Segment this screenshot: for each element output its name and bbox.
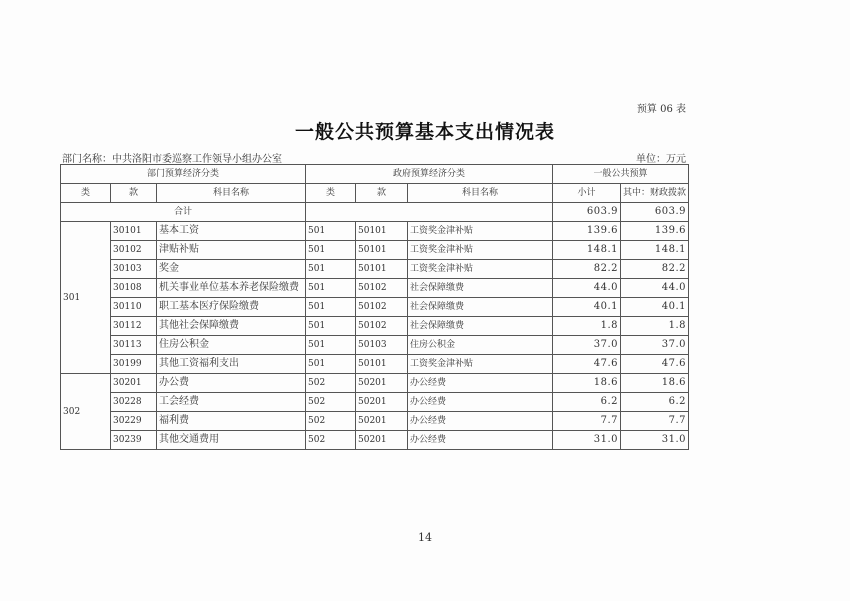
table-row: [61, 412, 689, 431]
gov-kuan-cell: 50101: [356, 355, 408, 374]
fiscal-cell: 6.2: [621, 393, 689, 412]
subtotal-cell: 18.6: [553, 374, 621, 393]
item-name-cell: 福利费: [157, 412, 306, 431]
subtotal-cell: 31.0: [553, 431, 621, 450]
kuan-cell: 30113: [111, 336, 157, 355]
header-name: 科目名称: [157, 184, 306, 203]
table-row: [61, 393, 689, 412]
subtotal-cell: 40.1: [553, 298, 621, 317]
header-gov-kuan: 款: [356, 184, 408, 203]
item-name-cell: 基本工资: [157, 222, 306, 241]
item-name-cell: 奖金: [157, 260, 306, 279]
header-budget: 一般公共预算: [553, 165, 689, 184]
gov-kuan-cell: 50201: [356, 412, 408, 431]
gov-kuan-cell: 50103: [356, 336, 408, 355]
subtotal-cell: 47.6: [553, 355, 621, 374]
kuan-cell: 30112: [111, 317, 157, 336]
header-dept-class: 部门预算经济分类: [61, 165, 306, 184]
gov-name-cell: 办公经费: [408, 412, 553, 431]
header-gov-lei: 类: [306, 184, 356, 203]
department-label: 部门名称：中共洛阳市委巡察工作领导小组办公室: [62, 154, 282, 165]
fiscal-cell: 47.6: [621, 355, 689, 374]
budget-table: [60, 164, 689, 450]
kuan-cell: 30229: [111, 412, 157, 431]
gov-lei-cell: 501: [306, 222, 356, 241]
header-lei: 类: [61, 184, 111, 203]
header-kuan: 款: [111, 184, 157, 203]
table-row: [61, 298, 689, 317]
kuan-cell: 30201: [111, 374, 157, 393]
gov-lei-cell: 502: [306, 412, 356, 431]
kuan-cell: 30239: [111, 431, 157, 450]
gov-kuan-cell: 50201: [356, 431, 408, 450]
gov-name-cell: 办公经费: [408, 374, 553, 393]
gov-lei-cell: 501: [306, 260, 356, 279]
page-number: 14: [418, 531, 432, 544]
table-row: [61, 317, 689, 336]
item-name-cell: 工会经费: [157, 393, 306, 412]
gov-name-cell: 工资奖金津补贴: [408, 241, 553, 260]
item-name-cell: 其他工资福利支出: [157, 355, 306, 374]
subtotal-cell: 1.8: [553, 317, 621, 336]
table-row: [61, 374, 689, 393]
header-column-row: [61, 184, 689, 203]
gov-kuan-cell: 50102: [356, 298, 408, 317]
table-row: [61, 279, 689, 298]
gov-name-cell: 办公经费: [408, 393, 553, 412]
gov-name-cell: 工资奖金津补贴: [408, 222, 553, 241]
subtotal-cell: 44.0: [553, 279, 621, 298]
kuan-cell: 30103: [111, 260, 157, 279]
table-row: [61, 260, 689, 279]
fiscal-cell: 7.7: [621, 412, 689, 431]
gov-kuan-cell: 50101: [356, 222, 408, 241]
total-label: 合计: [61, 203, 306, 222]
fiscal-cell: 37.0: [621, 336, 689, 355]
kuan-cell: 30228: [111, 393, 157, 412]
fiscal-cell: 44.0: [621, 279, 689, 298]
subtotal-cell: 6.2: [553, 393, 621, 412]
item-name-cell: 职工基本医疗保险缴费: [157, 298, 306, 317]
item-name-cell: 津贴补贴: [157, 241, 306, 260]
gov-name-cell: 办公经费: [408, 431, 553, 450]
gov-name-cell: 工资奖金津补贴: [408, 260, 553, 279]
kuan-cell: 30199: [111, 355, 157, 374]
lei-cell: 302: [61, 374, 111, 450]
fiscal-cell: 139.6: [621, 222, 689, 241]
subtotal-cell: 82.2: [553, 260, 621, 279]
header-fiscal: 其中：财政拨款: [621, 184, 689, 203]
table-row: [61, 241, 689, 260]
total-fiscal: 603.9: [621, 203, 689, 222]
item-name-cell: 机关事业单位基本养老保险缴费: [157, 279, 306, 298]
total-spacer: [306, 203, 553, 222]
gov-kuan-cell: 50101: [356, 260, 408, 279]
header-subtotal: 小计: [553, 184, 621, 203]
subtotal-cell: 7.7: [553, 412, 621, 431]
gov-lei-cell: 501: [306, 336, 356, 355]
lei-cell: 301: [61, 222, 111, 374]
gov-name-cell: 社会保障缴费: [408, 279, 553, 298]
gov-lei-cell: 502: [306, 374, 356, 393]
table-row: [61, 431, 689, 450]
total-row: [61, 203, 689, 222]
gov-kuan-cell: 50201: [356, 374, 408, 393]
total-subtotal: 603.9: [553, 203, 621, 222]
kuan-cell: 30101: [111, 222, 157, 241]
item-name-cell: 其他社会保障缴费: [157, 317, 306, 336]
header-group-row: [61, 165, 689, 184]
gov-lei-cell: 501: [306, 241, 356, 260]
kuan-cell: 30108: [111, 279, 157, 298]
gov-kuan-cell: 50101: [356, 241, 408, 260]
header-gov-class: 政府预算经济分类: [306, 165, 553, 184]
fiscal-cell: 82.2: [621, 260, 689, 279]
gov-lei-cell: 501: [306, 317, 356, 336]
table-row: [61, 355, 689, 374]
item-name-cell: 其他交通费用: [157, 431, 306, 450]
kuan-cell: 30102: [111, 241, 157, 260]
gov-kuan-cell: 50201: [356, 393, 408, 412]
gov-lei-cell: 501: [306, 279, 356, 298]
header-gov-name: 科目名称: [408, 184, 553, 203]
fiscal-cell: 31.0: [621, 431, 689, 450]
subtotal-cell: 148.1: [553, 241, 621, 260]
kuan-cell: 30110: [111, 298, 157, 317]
gov-name-cell: 社会保障缴费: [408, 298, 553, 317]
gov-kuan-cell: 50102: [356, 279, 408, 298]
table-row: [61, 222, 689, 241]
form-number: 预算 06 表: [636, 104, 686, 115]
gov-kuan-cell: 50102: [356, 317, 408, 336]
gov-name-cell: 住房公积金: [408, 336, 553, 355]
item-name-cell: 住房公积金: [157, 336, 306, 355]
gov-lei-cell: 501: [306, 298, 356, 317]
page-title: 一般公共预算基本支出情况表: [294, 121, 555, 143]
fiscal-cell: 18.6: [621, 374, 689, 393]
fiscal-cell: 1.8: [621, 317, 689, 336]
fiscal-cell: 148.1: [621, 241, 689, 260]
table-row: [61, 336, 689, 355]
gov-name-cell: 工资奖金津补贴: [408, 355, 553, 374]
unit-label: 单位：万元: [636, 154, 686, 165]
gov-lei-cell: 502: [306, 393, 356, 412]
subtotal-cell: 37.0: [553, 336, 621, 355]
item-name-cell: 办公费: [157, 374, 306, 393]
subtotal-cell: 139.6: [553, 222, 621, 241]
gov-lei-cell: 501: [306, 355, 356, 374]
gov-lei-cell: 502: [306, 431, 356, 450]
fiscal-cell: 40.1: [621, 298, 689, 317]
gov-name-cell: 社会保障缴费: [408, 317, 553, 336]
